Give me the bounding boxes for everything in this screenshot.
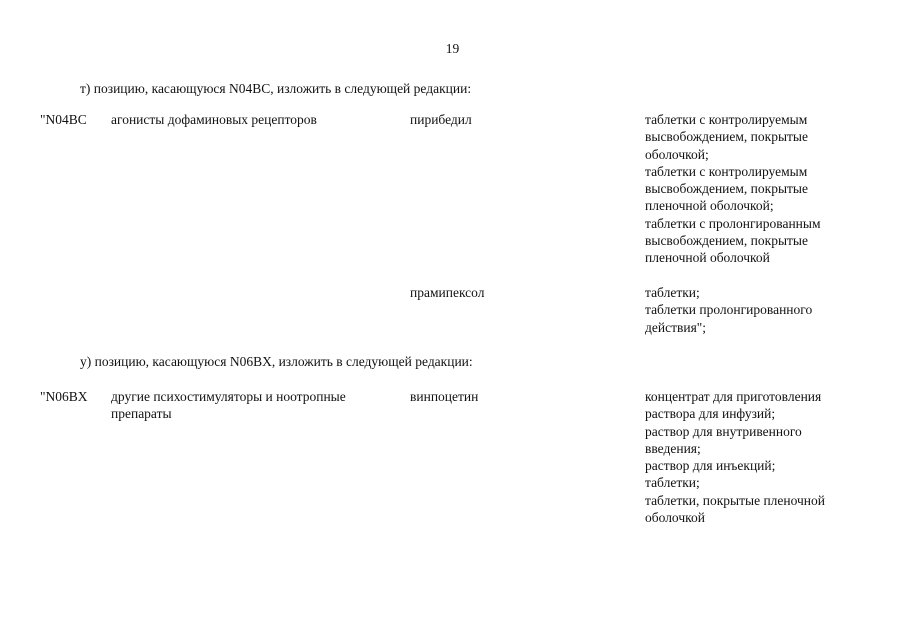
dosage-form-line: таблетки; xyxy=(645,475,700,491)
dosage-form-line: таблетки с пролонгированным xyxy=(645,215,821,231)
group-name-n04bc xyxy=(111,111,317,128)
dosage-form-line: раствор для внутривенного xyxy=(645,423,802,439)
dosage-forms-piribedil xyxy=(645,111,821,267)
dosage-form-line: таблетки пролонгированного xyxy=(645,302,813,318)
drug-name-pramipexole: прамипексол xyxy=(410,285,485,300)
dosage-form-line: пленочной оболочкой xyxy=(645,250,770,266)
group-name-n06bx xyxy=(111,388,346,423)
dosage-form-line: высвобождением, покрытые xyxy=(645,181,808,197)
section-instruction-n06bx: у) позицию, касающуюся N06BX, изложить в следующей редакции: xyxy=(80,354,473,369)
dosage-form-line: высвобождением, покрытые xyxy=(645,129,808,145)
dosage-form-line: пленочной оболочкой; xyxy=(645,198,774,214)
dosage-form-line: действия"; xyxy=(645,319,707,335)
dosage-form-line: концентрат для приготовления xyxy=(645,389,822,404)
dosage-form-line: таблетки, покрытые пленочной xyxy=(645,492,826,508)
group-name-line: агонисты дофаминовых рецепторов xyxy=(111,112,317,127)
group-name-line: другие психостимуляторы и ноотропные xyxy=(111,389,346,404)
atc-code-n04bc: "N04BC xyxy=(40,112,87,127)
section-instruction-n04bc: т) позицию, касающуюся N04BC, изложить в следующей редакции: xyxy=(80,81,472,96)
drug-name-piribedil: пирибедил xyxy=(410,112,472,127)
dosage-form-line: высвобождением, покрытые xyxy=(645,233,808,249)
dosage-forms-vinpocetine xyxy=(645,388,825,526)
dosage-forms-pramipexole xyxy=(645,284,812,336)
dosage-form-line: таблетки с контролируемым xyxy=(645,112,808,127)
group-name-line: препараты xyxy=(111,406,172,422)
atc-code-n06bx: "N06BX xyxy=(40,389,88,404)
page-number: 19 xyxy=(445,41,460,56)
dosage-form-line: таблетки; xyxy=(645,285,700,300)
dosage-form-line: раствора для инфузий; xyxy=(645,406,776,422)
dosage-form-line: раствор для инъекций; xyxy=(645,458,776,474)
dosage-form-line: оболочкой xyxy=(645,510,705,526)
dosage-form-line: таблетки с контролируемым xyxy=(645,163,808,179)
dosage-form-line: введения; xyxy=(645,440,701,456)
dosage-form-line: оболочкой; xyxy=(645,146,709,162)
drug-name-vinpocetine: винпоцетин xyxy=(410,389,479,404)
